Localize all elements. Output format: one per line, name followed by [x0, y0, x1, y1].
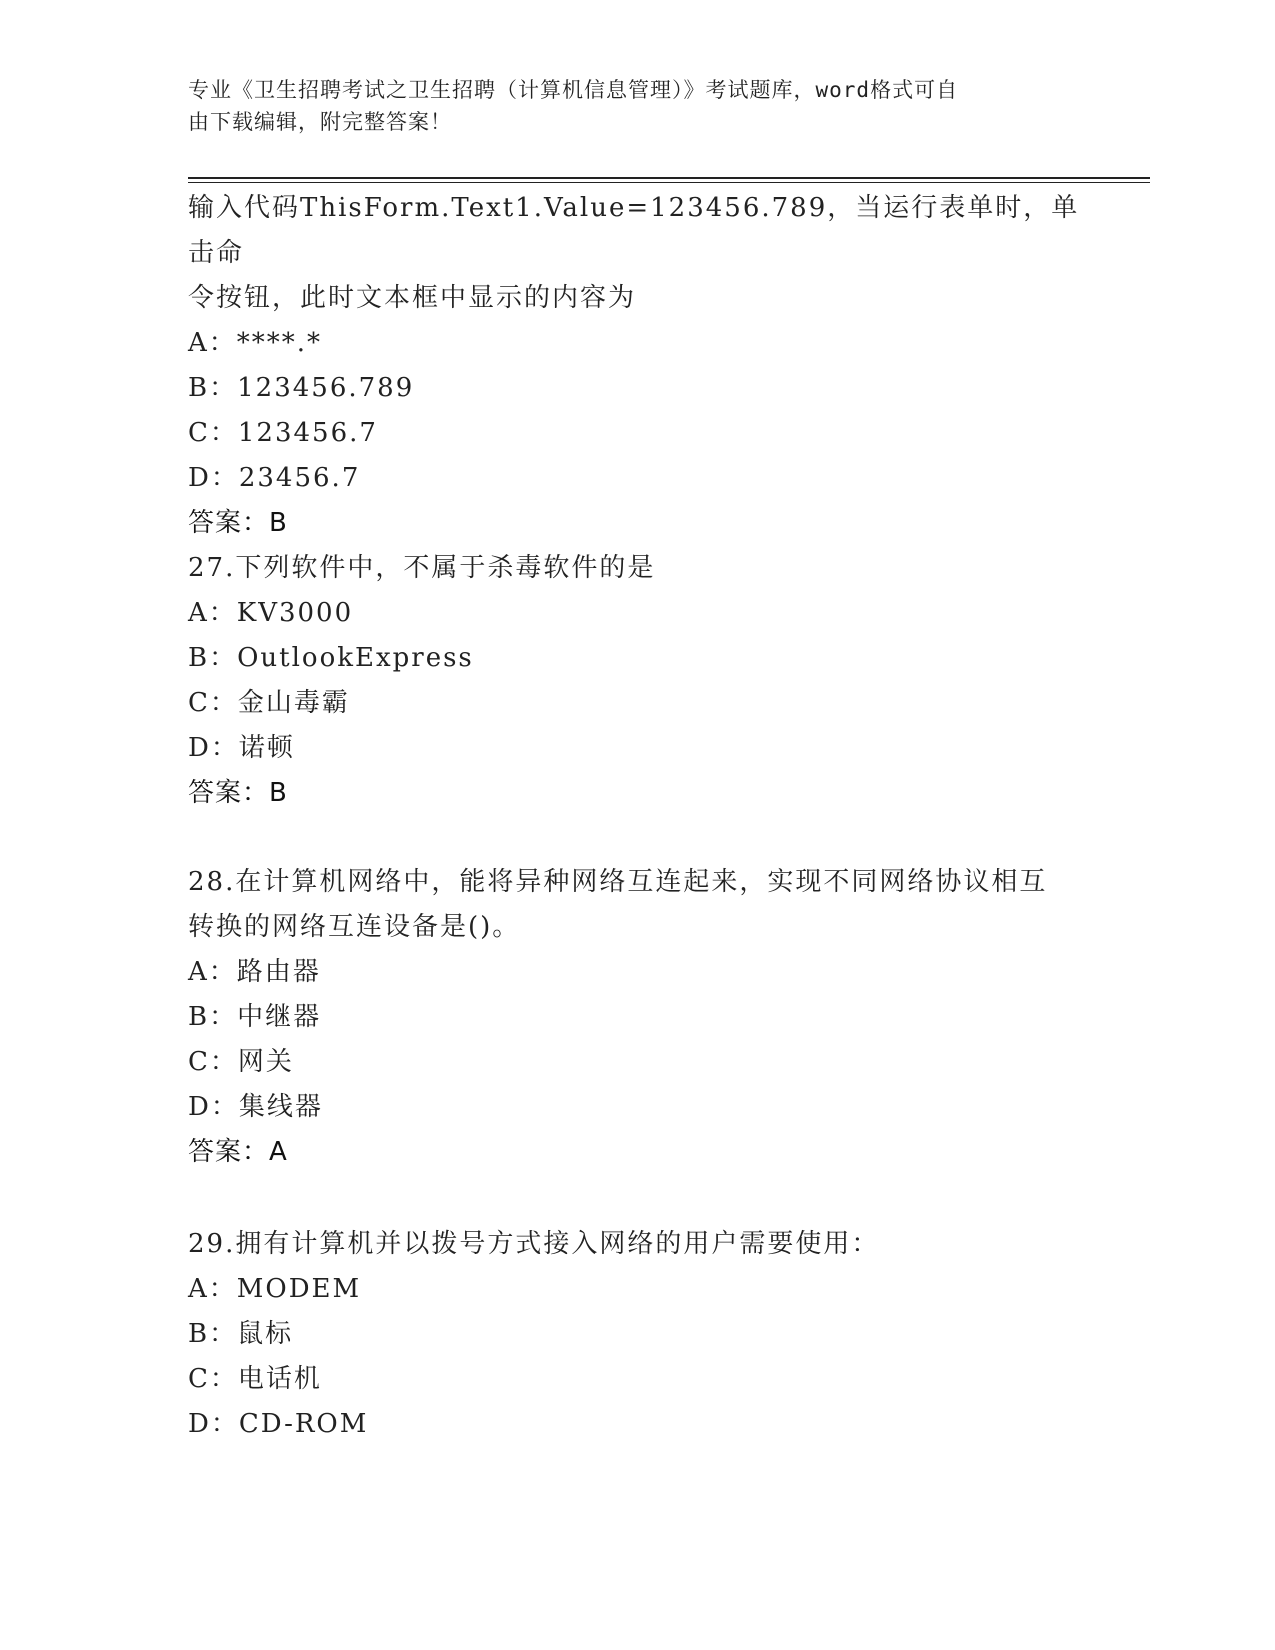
- option-d: D：诺顿: [188, 733, 295, 763]
- header-line-1: 专业《卫生招聘考试之卫生招聘（计算机信息管理）》考试题库，word格式可自: [188, 78, 959, 102]
- question-26: [188, 186, 1088, 546]
- option-b: B：中继器: [188, 1002, 322, 1032]
- question-text-line-1: 28.在计算机网络中，能将异种网络互连起来，实现不同网络协议相互: [188, 867, 1048, 897]
- question-text-line-1: 29.拥有计算机并以拨号方式接入网络的用户需要使用：: [188, 1229, 880, 1259]
- option-b: B：OutlookExpress: [188, 643, 474, 673]
- question-27: [188, 546, 1088, 816]
- answer: 答案：B: [188, 778, 288, 808]
- option-d: D：集线器: [188, 1092, 323, 1122]
- question-text-line-1: 输入代码ThisForm.Text1.Value=123456.789，当运行表单时，单击命: [188, 193, 1080, 268]
- document-header: [188, 74, 1078, 138]
- header-divider-top: [188, 177, 1150, 179]
- question-text-line-2: 令按钮，此时文本框中显示的内容为: [188, 283, 637, 313]
- question-28: [188, 860, 1088, 1175]
- answer: 答案：B: [188, 508, 288, 538]
- question-29: [188, 1222, 1088, 1447]
- header-line-2: 由下载编辑，附完整答案！: [188, 110, 452, 134]
- option-a: A：路由器: [188, 957, 321, 987]
- option-d: D：CD-ROM: [188, 1409, 369, 1439]
- option-c: C：电话机: [188, 1364, 322, 1394]
- option-b: B：鼠标: [188, 1319, 294, 1349]
- option-d: D：23456.7: [188, 463, 361, 493]
- option-b: B：123456.789: [188, 373, 415, 403]
- option-a: A：****.*: [188, 328, 323, 358]
- header-divider-bottom: [188, 182, 1150, 183]
- option-c: C：网关: [188, 1047, 294, 1077]
- answer: 答案：A: [188, 1137, 288, 1167]
- option-a: A：MODEM: [188, 1274, 362, 1304]
- question-text-line-2: 转换的网络互连设备是()。: [188, 912, 521, 942]
- option-c: C：123456.7: [188, 418, 378, 448]
- option-c: C：金山毒霸: [188, 688, 350, 718]
- option-a: A：KV3000: [188, 598, 354, 628]
- question-text-line-1: 27.下列软件中，不属于杀毒软件的是: [188, 553, 656, 583]
